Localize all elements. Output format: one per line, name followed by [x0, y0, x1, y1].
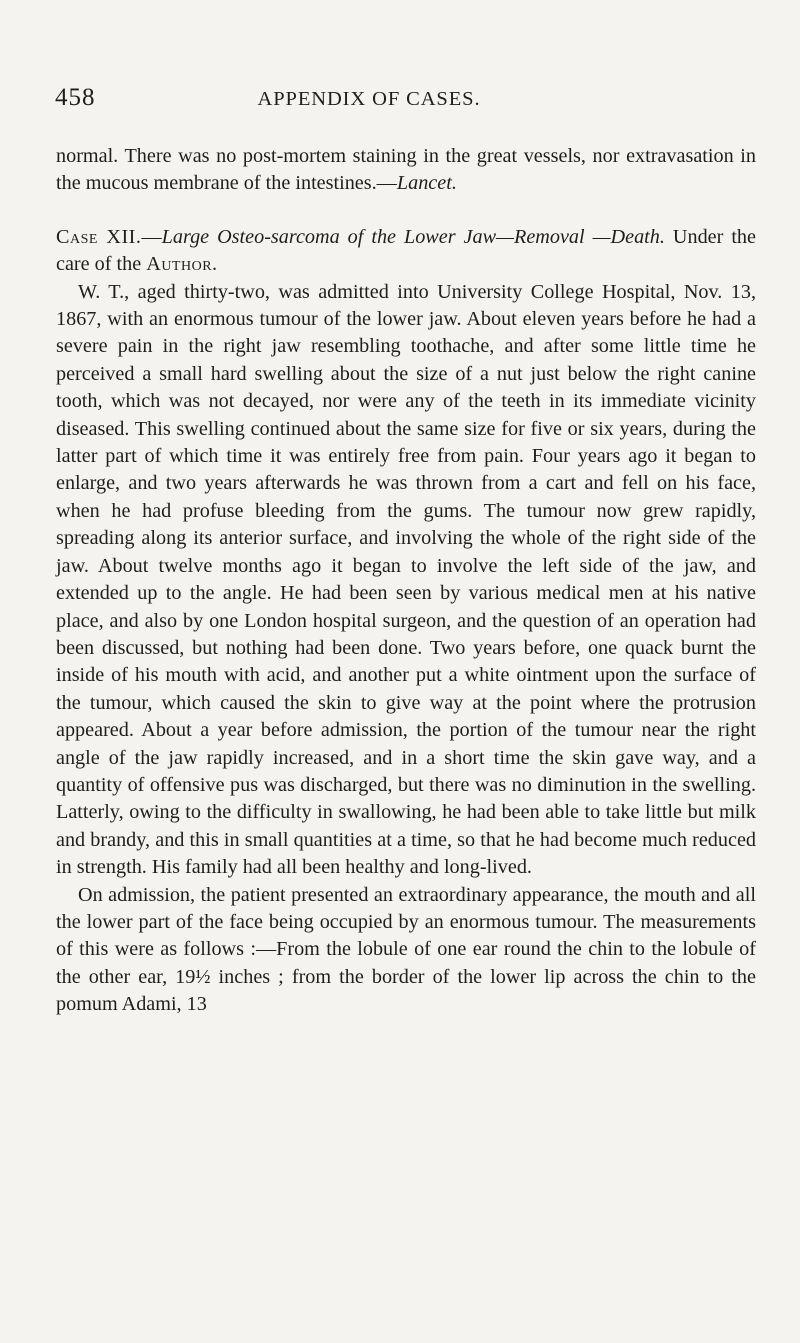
page-number: 458	[55, 84, 96, 111]
case-author: Author.	[146, 253, 218, 276]
case-label: Case XII.	[56, 225, 142, 248]
continuation-text: normal. There was no post-mortem staining in the great vessels, nor extravasation in the mucous membrane of the intestines.—	[56, 145, 756, 195]
running-head: APPENDIX OF CASES.	[257, 88, 481, 110]
case-dash: —	[141, 225, 162, 248]
continuation-paragraph	[56, 143, 756, 198]
case-heading	[56, 224, 756, 279]
case-title: Large Osteo-sarcoma of the Lower Jaw—Removal —Death.	[161, 225, 665, 248]
section-gap	[56, 198, 756, 224]
case-history-paragraph: W. T., aged thirty-two, was admitted into University College Hospital, Nov. 13, 1867, with an enormous tumour of the lower jaw. About eleven years before he had a severe pain in the right jaw resembling toothache, and after some little time he perceived a small hard swelling about the size of a nut just below the right canine tooth, which was not decayed, nor were any of the teeth in its immediate vicinity diseased. This swelling continued about the same size for five or six years, during the latter part of which time it was entirely free from pain. Four years ago it began to enlarge, and two years afterwards he was thrown from a cart and fell on his face, when he had profuse bleeding from the gums. The tumour now grew rapidly, spreading along its anterior surface, and involving the whole of the right side of the jaw. About twelve months ago it began to involve the left side of the jaw, and extended up to the angle. He had been seen by various medical men at his native place, and also by one London hospital surgeon, and the question of an operation had been discussed, but nothing had been done. Two years before, one quack burnt the inside of his mouth with acid, and another put a white ointment upon the surface of the tumour, which caused the skin to give way at the point where the protrusion appeared. About a year before admission, the portion of the tumour near the right angle of the jaw rapidly increased, and in a short time the skin gave way, and a quantity of offensive pus was discharged, but there was no diminution in the swelling. Latterly, owing to the difficulty in swallowing, he had been able to take little but milk and brandy, and this in small quantities at a time, so that he had become much reduced in strength. His family had all been healthy and long-lived.	[56, 280, 756, 879]
admission-paragraph: On admission, the patient presented an extraordinary appearance, the mouth and all the lower part of the face being occupied by an enormous tumour. The measurements of this were as follows :—From the lobule of one ear round the chin to the lobule of the other ear, 19½ inches ; from the border of the lower lip across the chin to the pomum Adami, 13	[56, 883, 756, 1016]
page-header	[55, 84, 755, 124]
body-text	[56, 143, 756, 1019]
source-citation: Lancet.	[396, 172, 457, 195]
case-care-prefix: Under the care of the	[56, 225, 756, 276]
